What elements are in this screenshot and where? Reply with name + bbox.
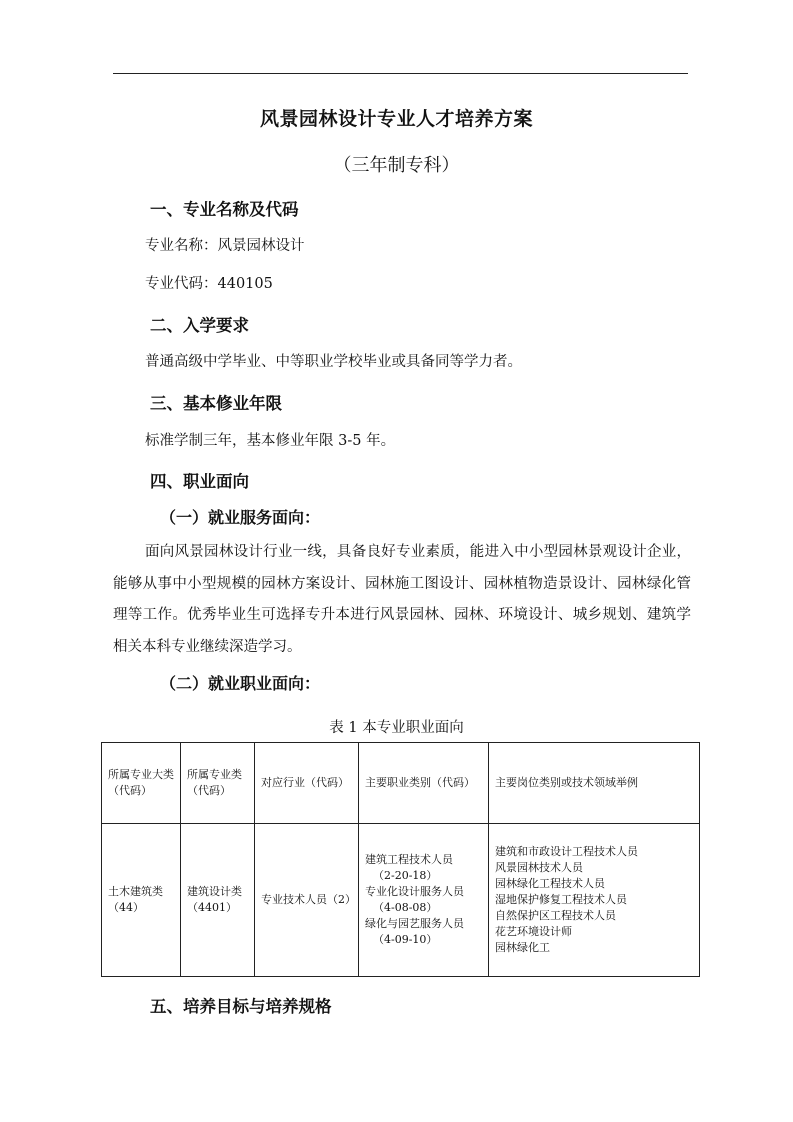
table-header-cell: 对应行业（代码）	[255, 743, 359, 824]
table-header-cell: 主要岗位类别或技术领域举例	[489, 743, 700, 824]
table-header-cell: 所属专业类（代码）	[181, 743, 255, 824]
occupation-cell	[359, 824, 489, 977]
occupation-code: （4-08-08）	[373, 901, 438, 914]
employment-service-paragraph: 面向风景园林设计行业一线，具备良好专业素质，能进入中小型园林景观设计企业，能够从事中小型规模的园林方案设计、园林施工图设计、园林植物造景设计、园林绿化管理等工作。优秀毕业生可选择专升本进行风景园林、园林、环境设计、城乡规划、建筑学相关本科专业继续深造学习。	[113, 544, 691, 655]
table-row	[102, 824, 700, 977]
occupation-line: 专业化设计服务人员	[365, 885, 464, 898]
occupation-code: （2-20-18）	[373, 869, 438, 882]
header-rule	[113, 73, 688, 74]
table-header-row	[102, 743, 700, 824]
position-item: 园林绿化工程技术人员	[495, 877, 605, 890]
industry-cell: 专业技术人员（2）	[255, 824, 359, 977]
position-item: 风景园林技术人员	[495, 861, 583, 874]
table-header-cell: 所属专业大类（代码）	[102, 743, 181, 824]
position-item: 湿地保护修复工程技术人员	[495, 893, 627, 906]
career-direction-heading: （二）就业职业面向：	[160, 674, 321, 693]
position-item: 建筑和市政设计工程技术人员	[495, 845, 638, 858]
section-5-heading: 五、培养目标与培养规格	[150, 997, 332, 1016]
table-caption: 表 1 本专业职业面向	[329, 720, 464, 736]
position-item: 园林绿化工	[495, 941, 550, 954]
occupation-line: 绿化与园艺服务人员	[365, 917, 464, 930]
major-category-cell: 土木建筑类（44）	[102, 824, 181, 977]
occupation-code: （4-09-10）	[373, 933, 438, 946]
major-code-line: 专业代码：440105	[145, 276, 273, 292]
table-header-cell: 主要职业类别（代码）	[359, 743, 489, 824]
occupation-line: 建筑工程技术人员	[365, 853, 453, 866]
section-1-heading: 一、专业名称及代码	[150, 200, 299, 219]
career-table	[101, 742, 700, 977]
document-subtitle: （三年制专科）	[333, 155, 460, 176]
major-class-cell: 建筑设计类（4401）	[181, 824, 255, 977]
study-duration-text: 标准学制三年，基本修业年限 3-5 年。	[145, 433, 396, 449]
section-2-heading: 二、入学要求	[150, 316, 249, 335]
section-3-heading: 三、基本修业年限	[150, 394, 282, 413]
positions-cell	[489, 824, 700, 977]
document-title: 风景园林设计专业人才培养方案	[259, 108, 533, 130]
admission-text: 普通高级中学毕业、中等职业学校毕业或具备同等学力者。	[145, 354, 522, 370]
position-item: 花艺环境设计师	[495, 925, 572, 938]
section-4-heading: 四、职业面向	[150, 472, 249, 491]
position-item: 自然保护区工程技术人员	[495, 909, 616, 922]
employment-service-heading: （一）就业服务面向：	[160, 508, 321, 527]
major-name-line: 专业名称：风景园林设计	[145, 238, 305, 254]
